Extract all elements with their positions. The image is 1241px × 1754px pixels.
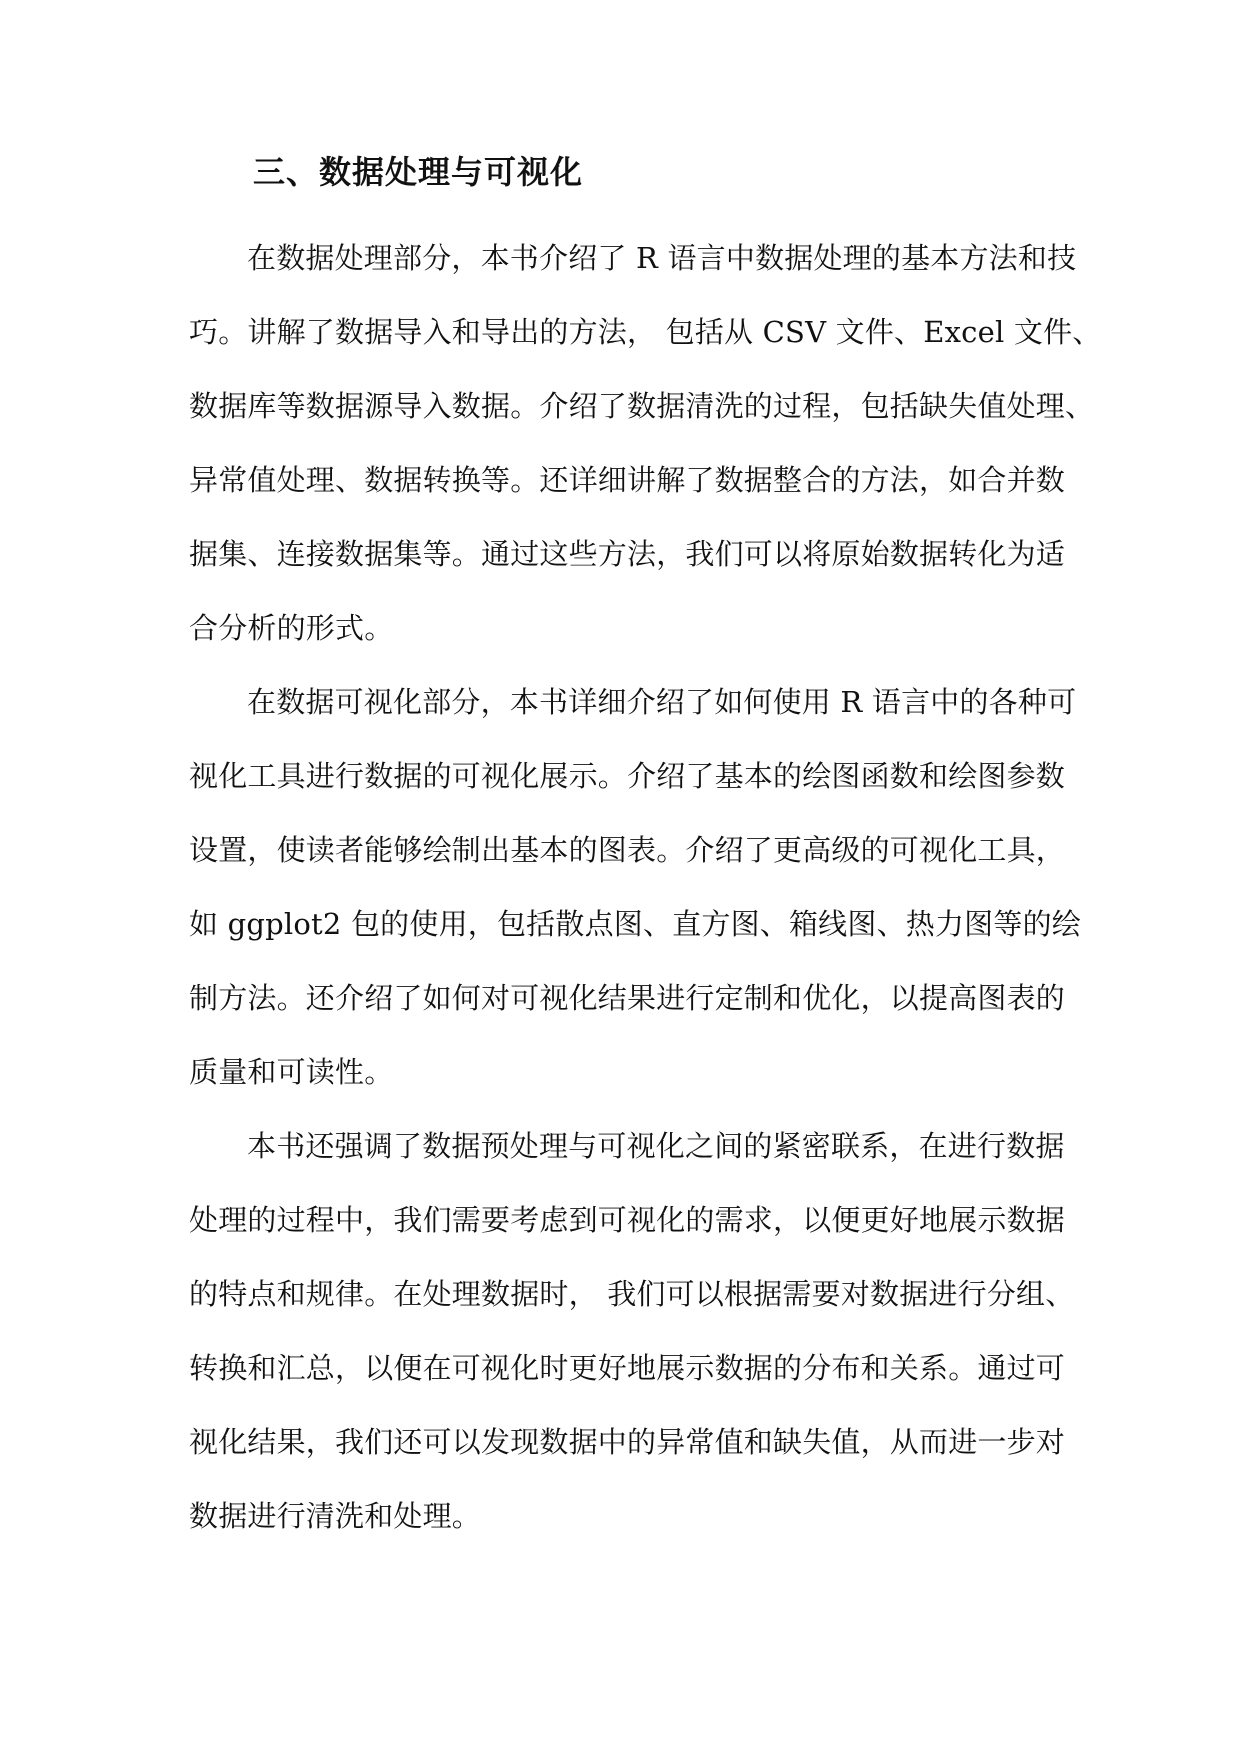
paragraph-2-line-4: 如 ggplot2 包的使用，包括散点图、直方图、箱线图、热力图等的绘 (189, 907, 1081, 941)
paragraph-2-line-2: 视化工具进行数据的可视化展示。介绍了基本的绘图函数和绘图参数 (189, 759, 1066, 793)
paragraph-1-line-6: 合分析的形式。 (189, 611, 394, 645)
paragraph-3-line-4: 转换和汇总，以便在可视化时更好地展示数据的分布和关系。通过可 (189, 1351, 1066, 1385)
paragraph-1-line-1: 在数据处理部分，本书介绍了 R 语言中数据处理的基本方法和技 (247, 241, 1077, 275)
paragraph-2-line-3: 设置，使读者能够绘制出基本的图表。介绍了更高级的可视化工具， (189, 833, 1066, 867)
paragraph-2-line-5: 制方法。还介绍了如何对可视化结果进行定制和优化，以提高图表的 (189, 981, 1066, 1015)
section-heading: 三、数据处理与可视化 (253, 153, 584, 191)
paragraph-3-line-2: 处理的过程中，我们需要考虑到可视化的需求，以便更好地展示数据 (189, 1203, 1066, 1237)
paragraph-1-line-3: 数据库等数据源导入数据。介绍了数据清洗的过程，包括缺失值处理、 (189, 389, 1095, 423)
paragraph-3-line-1: 本书还强调了数据预处理与可视化之间的紧密联系，在进行数据 (247, 1129, 1065, 1163)
paragraph-1-line-5: 据集、连接数据集等。通过这些方法，我们可以将原始数据转化为适 (189, 537, 1066, 571)
paragraph-2-line-1: 在数据可视化部分，本书详细介绍了如何使用 R 语言中的各种可 (247, 685, 1077, 719)
paragraph-3-line-3: 的特点和规律。在处理数据时， 我们可以根据需要对数据进行分组、 (189, 1277, 1075, 1311)
paragraph-2-line-6: 质量和可读性。 (189, 1055, 394, 1089)
paragraph-1-line-4: 异常值处理、数据转换等。还详细讲解了数据整合的方法，如合并数 (189, 463, 1066, 497)
paragraph-3-line-6: 数据进行清洗和处理。 (189, 1499, 482, 1533)
paragraph-1-line-2: 巧。讲解了数据导入和导出的方法， 包括从 CSV 文件、Excel 文件、 (189, 315, 1102, 349)
paragraph-3-line-5: 视化结果，我们还可以发现数据中的异常值和缺失值，从而进一步对 (189, 1425, 1066, 1459)
